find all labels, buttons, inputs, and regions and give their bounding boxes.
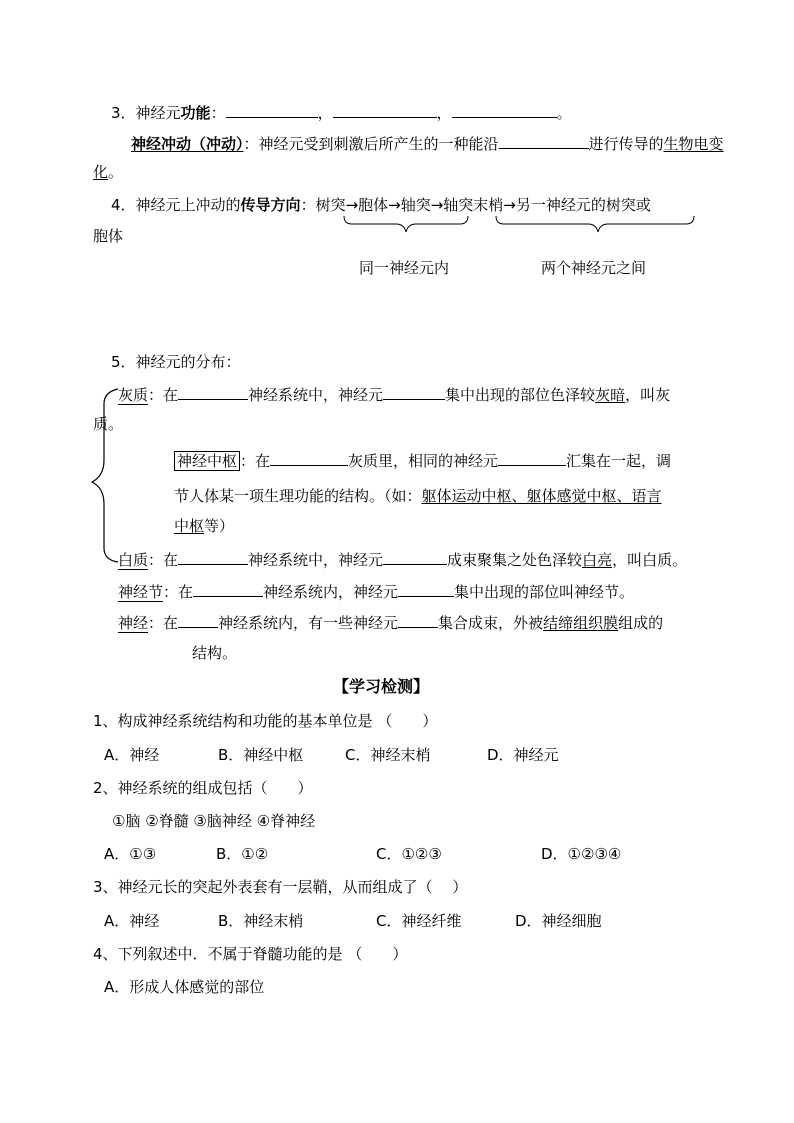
center-text: 节人体某一项生理功能的结构。（如： (174, 487, 422, 505)
option-d[interactable]: D．神经细胞 (515, 912, 602, 930)
impulse-term: 神经冲动（冲动） (131, 135, 244, 153)
blank-9[interactable] (178, 548, 248, 565)
nerve-text: 组成的 (618, 614, 664, 632)
blank-14[interactable] (398, 611, 438, 628)
center-text: 等） (204, 517, 235, 535)
center-text: ：在 (240, 452, 271, 470)
ganglion-line (118, 580, 634, 602)
option-c[interactable]: C．神经末梢 (345, 746, 431, 764)
option-b[interactable]: B．①② (216, 845, 269, 863)
white-text: ：在 (148, 551, 179, 569)
item5-title: 5．神经元的分布： (111, 353, 241, 371)
option-a[interactable]: A．形成人体感觉的部位 (104, 978, 265, 996)
center-term: 神经中枢 (174, 451, 240, 471)
impulse-text: ：神经元受到刺激后所产生的一种能沿 (243, 135, 499, 153)
option-a[interactable]: A．神经 (104, 912, 160, 930)
impulse-underlined: 化 (93, 163, 109, 181)
item3-comma: ， (436, 104, 452, 122)
nerve-text: ：在 (148, 614, 179, 632)
item3-bold: 功能 (180, 104, 211, 122)
gray-text: 神经系统中，神经元 (248, 386, 384, 404)
impulse-underlined: 生物电变 (663, 135, 724, 153)
ganglion-term: 神经节 (118, 583, 164, 601)
option-c[interactable]: C．神经纤维 (376, 912, 462, 930)
center-line-2 (174, 486, 662, 506)
gray-text: 集中出现的部位色泽较 (445, 386, 596, 404)
blank-7[interactable] (270, 449, 348, 466)
blank-6[interactable] (383, 383, 445, 400)
center-line-3 (174, 516, 234, 536)
center-line (174, 449, 671, 471)
blank-13[interactable] (178, 611, 218, 628)
option-a[interactable]: A．神经 (104, 746, 160, 764)
item3-comma: ， (317, 104, 333, 122)
center-underlined: 中枢 (174, 517, 205, 535)
white-text: 成束聚集之处色泽较 (447, 551, 583, 569)
gray-underlined: 灰暗 (595, 386, 626, 404)
ganglion-text: 神经系统内，神经元 (263, 583, 399, 601)
question-sub: ①脑 ②脊髓 ③脑神经 ④脊神经 (112, 812, 316, 830)
white-line (118, 548, 687, 570)
label-within-neuron: 同一神经元内 (359, 259, 450, 277)
blank-10[interactable] (383, 548, 447, 565)
question-stem: 1、构成神经系统结构和功能的基本单位是 （ ） (93, 712, 438, 730)
center-text: 灰质里，相同的神经元 (348, 452, 499, 470)
gray-line-2: 质。 (93, 415, 124, 433)
option-d[interactable]: D．神经元 (487, 746, 559, 764)
ganglion-text: 集中出现的部位叫神经节。 (454, 583, 635, 601)
item4-colon: ： (300, 196, 316, 214)
item4-path: 树突→胞体→轴突→轴突末梢→另一神经元的树突或 (315, 196, 651, 214)
item4-path-end: 胞体 (93, 227, 124, 245)
white-text: 神经系统中，神经元 (248, 551, 384, 569)
question-stem: 3、神经元长的突起外表套有一层鞘，从而组成了（ ） (93, 878, 468, 896)
gray-line (118, 383, 670, 405)
item4-prefix: 4．神经元上冲动的 (111, 196, 241, 214)
impulse-text: 进行传导的 (588, 135, 664, 153)
nerve-underlined: 结缔组织膜 (543, 614, 619, 632)
blank-12[interactable] (398, 580, 454, 597)
option-b[interactable]: B．神经中枢 (218, 746, 304, 764)
blank-8[interactable] (498, 449, 566, 466)
ganglion-text: ：在 (163, 583, 194, 601)
center-text: 汇集在一起，调 (566, 452, 672, 470)
option-d[interactable]: D．①②③④ (541, 845, 622, 863)
blank-5[interactable] (178, 383, 248, 400)
item3-end: 。 (556, 104, 572, 122)
blank-11[interactable] (193, 580, 263, 597)
option-a[interactable]: A．①③ (104, 845, 157, 863)
impulse-end: 。 (108, 163, 124, 181)
nerve-line-2: 结构。 (192, 644, 238, 662)
item3-colon: ： (210, 104, 226, 122)
center-underlined: 躯体运动中枢、躯体感觉中枢、语言 (421, 487, 662, 505)
white-underlined: 白亮 (582, 551, 613, 569)
nerve-line (118, 611, 663, 633)
white-text: ，叫白质。 (612, 551, 688, 569)
option-b[interactable]: B．神经末梢 (218, 912, 304, 930)
question-stem: 4、下列叙述中．不属于脊髓功能的是 （ ） (93, 945, 408, 963)
nerve-term: 神经 (118, 614, 149, 632)
gray-text: ：在 (148, 386, 179, 404)
option-c[interactable]: C．①②③ (376, 845, 442, 863)
question-stem: 2、神经系统的组成包括（ ） (93, 779, 313, 797)
nerve-text: 集合成束，外被 (438, 614, 544, 632)
gray-term: 灰质 (118, 386, 149, 404)
nerve-text: 神经系统内，有一些神经元 (218, 614, 399, 632)
item4-bold: 传导方向 (240, 196, 301, 214)
gray-text: ，叫灰 (625, 386, 671, 404)
white-term: 白质 (118, 551, 149, 569)
label-between-neurons: 两个神经元之间 (541, 259, 647, 277)
item3-prefix: 3．神经元 (111, 104, 181, 122)
section-title: 【学习检测】 (333, 677, 430, 696)
